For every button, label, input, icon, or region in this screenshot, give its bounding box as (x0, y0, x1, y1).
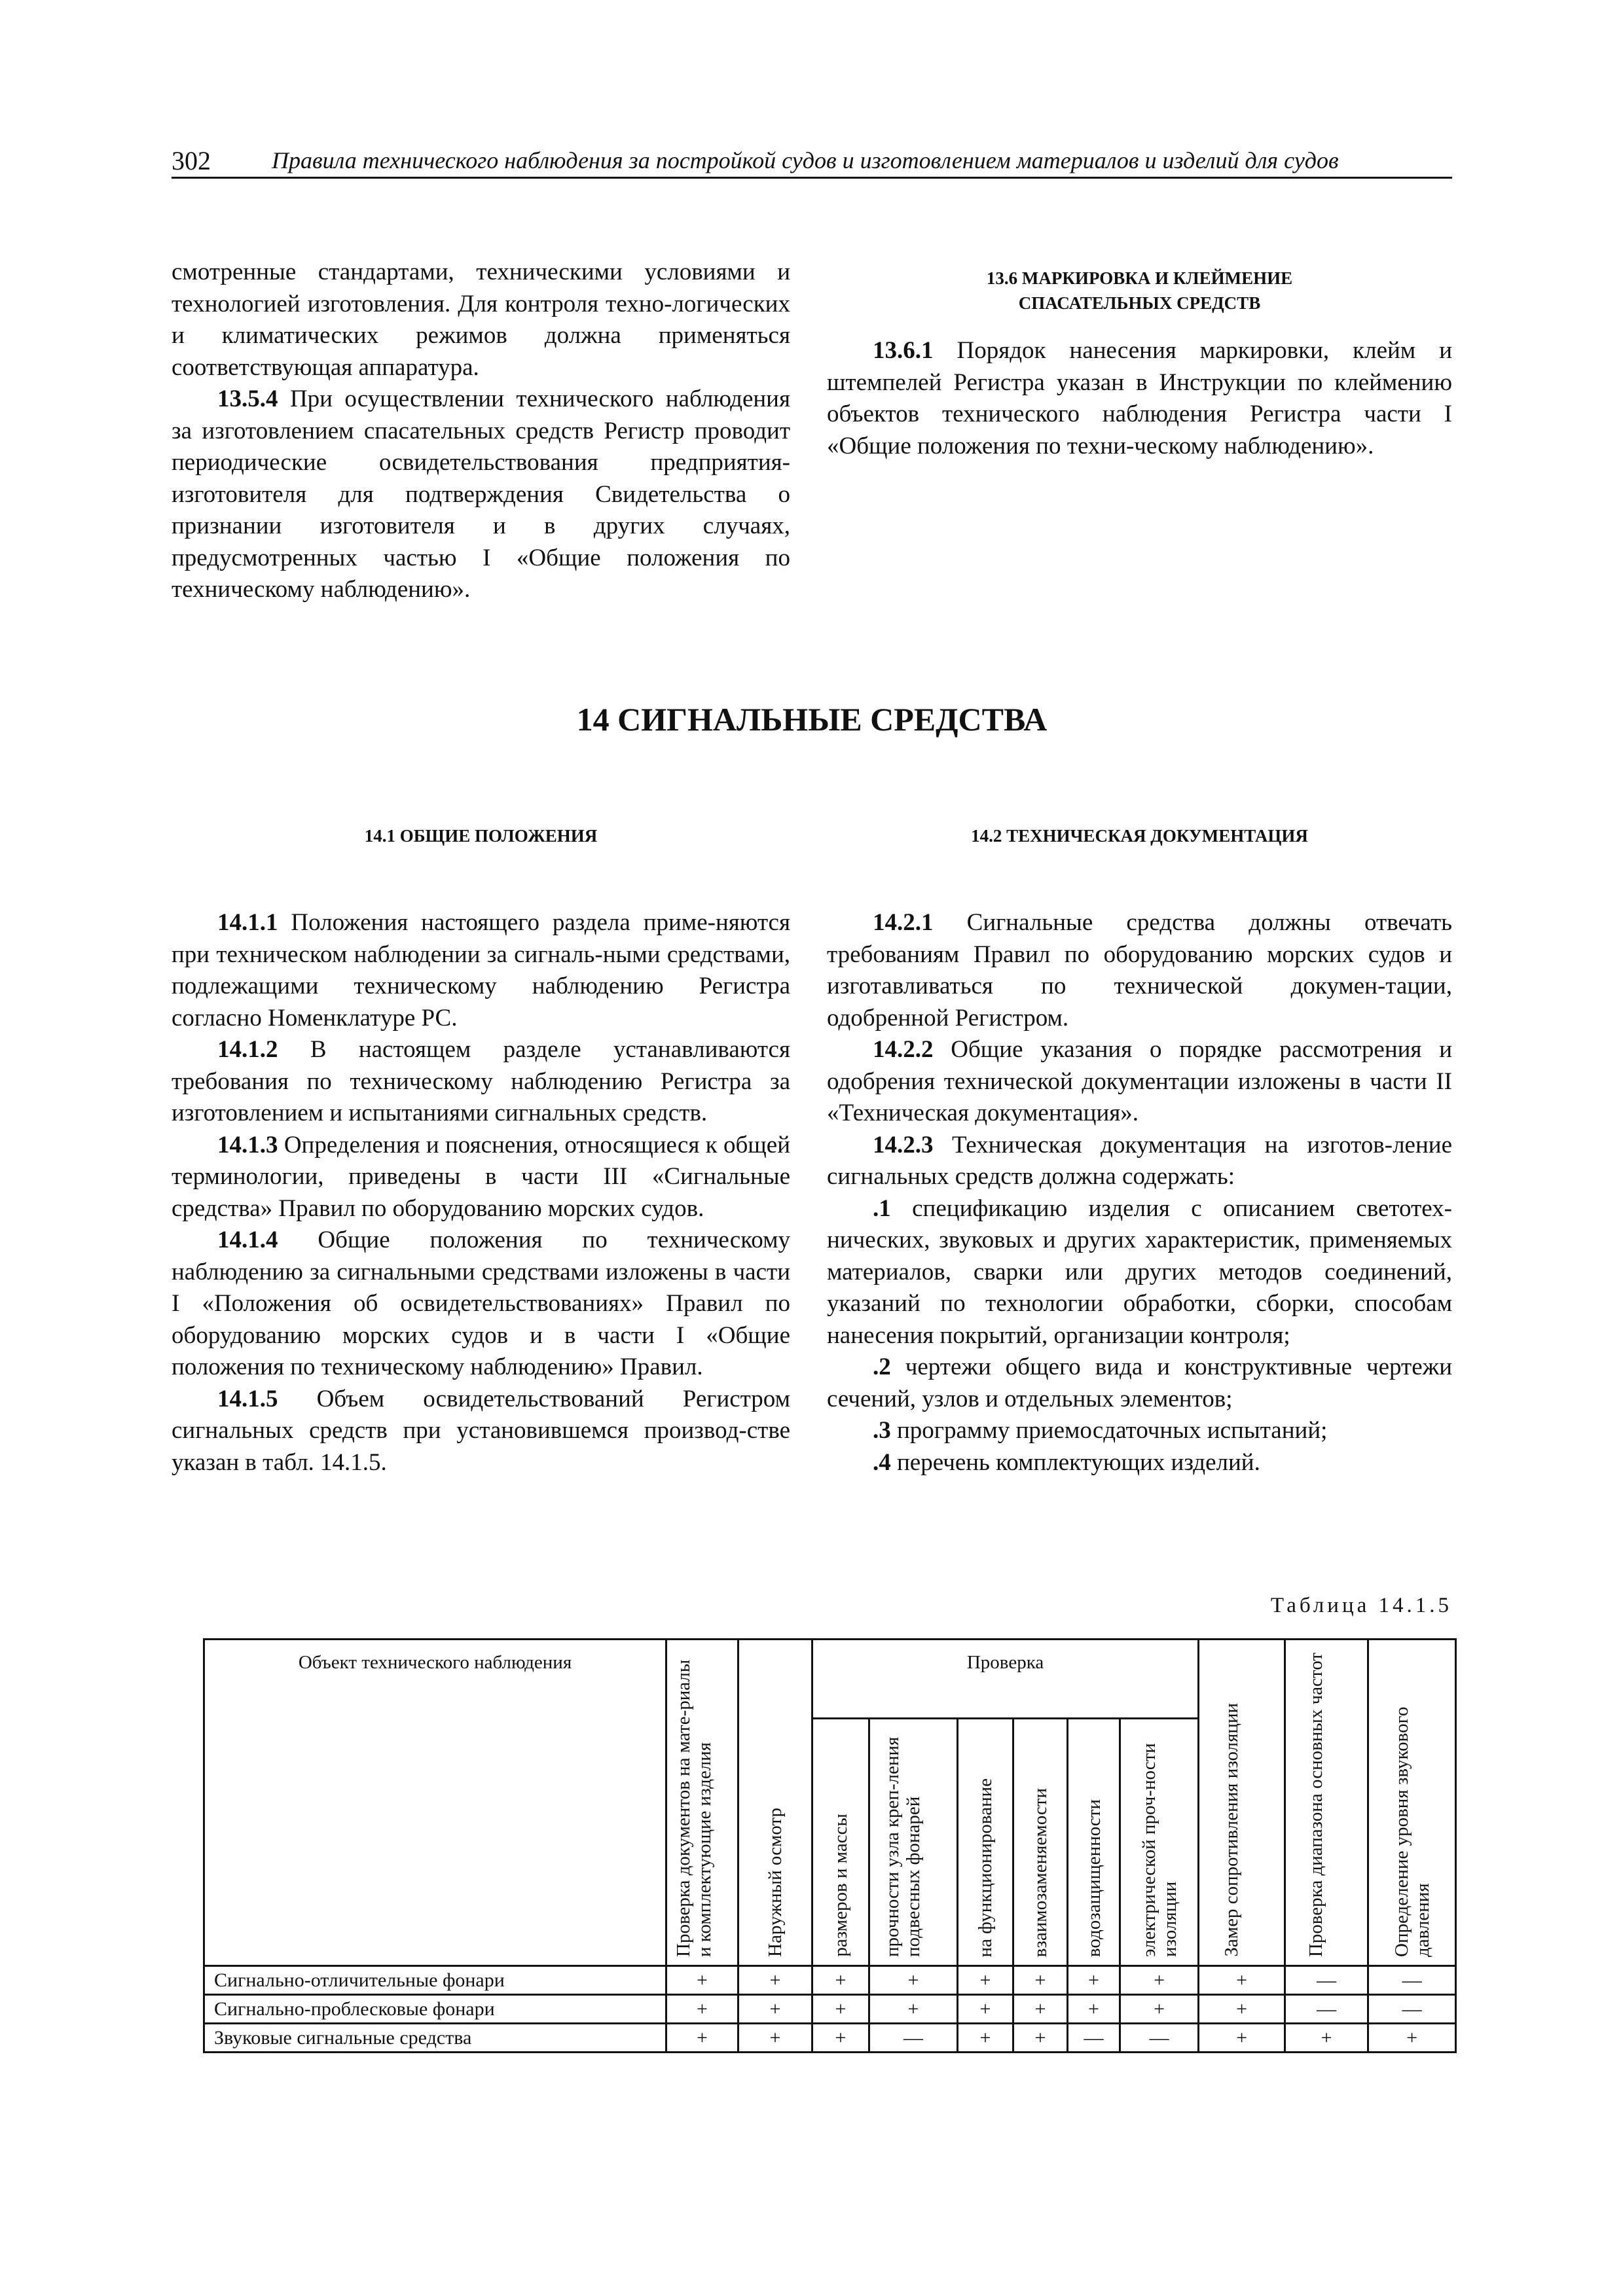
table-cell: + (958, 2024, 1013, 2053)
column-header (958, 1719, 1013, 1966)
table-cell: — (1368, 1995, 1456, 2024)
item-text: спецификацию изделия с описанием светотех-нических, звуковых и других характеристик, применяемых материалов, сварки или других методов соединений, указаний по технологии обработки, сборки, способам нанесения покрытий, организации контроля; (827, 1194, 1452, 1349)
item-text: программу приемосдаточных испытаний; (890, 1417, 1328, 1444)
table-cell: + (739, 2024, 812, 2053)
clause-text: Общие указания о порядке рассмотрения и одобрения технической документации изложены в части II «Техническая документация». (827, 1036, 1452, 1126)
paragraph-14-2-1 (827, 907, 1452, 1034)
table-cell: + (958, 1995, 1013, 2024)
item-number: .3 (873, 1417, 891, 1444)
paragraph-13-5-4 (172, 384, 790, 606)
section-heading-14-1: 14.1 ОБЩИЕ ПОЛОЖЕНИЯ (364, 826, 598, 846)
column-header-text: Определение уровня звукового давления (1391, 1706, 1433, 1957)
clause-number: 14.2.2 (873, 1036, 934, 1063)
chapter-title: 14 СИГНАЛЬНЫЕ СРЕДСТВА (576, 701, 1048, 738)
table-cell: + (1013, 1995, 1068, 2024)
paragraph-13-6-1 (827, 335, 1452, 462)
clause-text: Определения и пояснения, относящиеся к общей терминологии, приведены в части III «Сигнальные средства» Правил по оборудованию морских судов. (172, 1131, 790, 1222)
table-cell: + (1013, 2024, 1068, 2053)
table-cell: + (812, 1966, 869, 1995)
table-row (204, 1995, 1456, 2024)
clause-number: 14.2.1 (873, 909, 934, 936)
table-row (204, 2024, 1456, 2053)
clause-text: Положения настоящего раздела приме-няются при техническом наблюдении за сигналь-ными средствами, подлежащими техническому наблюдению Регистра согласно Номенклатуре РС. (172, 909, 790, 1031)
right-top-column (827, 266, 1452, 462)
column-header (1285, 1640, 1368, 1966)
column-header (812, 1719, 869, 1966)
clause-number: 14.1.5 (217, 1385, 278, 1412)
clause-number: 14.1.2 (217, 1036, 278, 1063)
table-cell: + (739, 1995, 812, 2024)
page-number: 302 (172, 146, 211, 175)
column-header-text: электрической проч-ности изоляции (1138, 1743, 1180, 1957)
table-cell: — (869, 2024, 958, 2053)
table-cell: + (869, 1966, 958, 1995)
list-item-4 (827, 1447, 1452, 1479)
column-header (1013, 1719, 1068, 1966)
clause-text: Объем освидетельствований Регистром сигнальных средств при установившемся производ-стве указан в табл. 14.1.5. (172, 1385, 790, 1476)
item-number: .4 (873, 1448, 891, 1476)
clause-text: При осуществлении технического наблюдения за изготовлением спасательных средств Регистр проводит периодические освидетельствования предприятия-изготовителя для подтверждения Свидетельства о признании изготовителя и в других случаях, предусмотренных частью I «Общие положения по техническому наблюдению». (172, 386, 790, 603)
left-top-column (172, 257, 790, 606)
paragraph-14-2-2 (827, 1034, 1452, 1130)
column-header (869, 1719, 958, 1966)
paragraph-14-1-1 (172, 907, 790, 1034)
column-header-text: взаимозаменяемости (1030, 1787, 1051, 1957)
table-cell: + (1368, 2024, 1456, 2053)
table-cell: + (1199, 1995, 1285, 2024)
item-number: .2 (873, 1354, 891, 1380)
column-header (1199, 1640, 1285, 1966)
clause-number: 13.5.4 (217, 386, 278, 412)
column-header-text: Замер сопротивления изоляции (1220, 1703, 1242, 1957)
column-header (666, 1640, 739, 1966)
column-header (1120, 1719, 1199, 1966)
table-cell: + (1068, 1966, 1120, 1995)
paragraph: смотренные стандартами, техническими условиями и технологией изготовления. Для контроля техно-логических и климатических режимов должна применяться соответствующая аппаратура. (172, 259, 790, 381)
clause-text: Общие положения по техническому наблюдению за сигнальными средствами изложены в части I «Положения об освидетельствованиях» Правил по оборудованию морских судов и в части I «Общие положения по техническому наблюдению» Правил. (172, 1227, 790, 1380)
table-cell: + (1068, 1995, 1120, 2024)
row-object: Сигнально-проблесковые фонари (204, 1995, 666, 2024)
section-heading-14-2: 14.2 ТЕХНИЧЕСКАЯ ДОКУМЕНТАЦИЯ (971, 826, 1308, 846)
column-header (1068, 1719, 1120, 1966)
table-cell: + (1285, 2024, 1368, 2053)
paragraph-14-1-3 (172, 1130, 790, 1225)
table-cell: + (812, 2024, 869, 2053)
paragraph-14-2-3 (827, 1130, 1452, 1193)
paragraph-14-1-4 (172, 1225, 790, 1384)
clause-text: В настоящем разделе устанавливаются требования по техническому наблюдению Регистра за изготовлением и испытаниями сигнальных средств. (172, 1036, 790, 1126)
list-item-3 (827, 1415, 1452, 1447)
clause-number: 14.1.1 (217, 909, 278, 936)
table-cell: + (869, 1995, 958, 2024)
table-cell: + (739, 1966, 812, 1995)
row-object: Звуковые сигнальные средства (204, 2024, 666, 2053)
table-cell: + (1120, 1995, 1199, 2024)
clause-number: 14.1.3 (217, 1131, 278, 1158)
row-object: Сигнально-отличительные фонари (204, 1966, 666, 1995)
table-caption: Таблица 14.1.5 (1270, 1594, 1452, 1617)
table-cell: — (1285, 1966, 1368, 1995)
section-14-2-body (827, 907, 1452, 1479)
column-header-text: водозащищенности (1083, 1799, 1104, 1957)
clause-text: Техническая документация на изготов-ление сигнальных средств должна содержать: (827, 1131, 1452, 1190)
item-text: перечень комплектующих изделий. (890, 1448, 1260, 1476)
clause-number: 14.1.4 (217, 1227, 278, 1253)
table-cell: — (1120, 2024, 1199, 2053)
paragraph-14-1-2 (172, 1034, 790, 1130)
table-cell: + (1199, 1966, 1285, 1995)
item-text: чертежи общего вида и конструктивные чертежи сечений, узлов и отдельных элементов; (827, 1354, 1452, 1412)
column-header-text: Проверка документов на мате-риалы и комплектующие изделия (672, 1659, 715, 1957)
column-header-text: Проверка диапазона основных частот (1305, 1652, 1327, 1957)
table-cell: — (1068, 2024, 1120, 2053)
paragraph-14-1-5 (172, 1384, 790, 1479)
group-header: Проверка (812, 1640, 1199, 1719)
column-header (739, 1640, 812, 1966)
table-cell: + (666, 1995, 739, 2024)
item-number: .1 (873, 1194, 891, 1222)
table-cell: + (1199, 2024, 1285, 2053)
column-header-text: прочности узла креп-ления подвесных фонарей (882, 1736, 924, 1957)
column-header-text: размеров и массы (830, 1814, 851, 1957)
table-cell: + (666, 2024, 739, 2053)
clause-text: Сигнальные средства должны отвечать требованиям Правил по оборудованию морских судов и изготавливаться по технической докумен-тации, одобренной Регистром. (827, 909, 1452, 1031)
table-cell: + (812, 1995, 869, 2024)
table-row (204, 1966, 1456, 1995)
list-item-1 (827, 1193, 1452, 1352)
inspection-table (203, 1638, 1457, 2053)
table-cell: — (1368, 1966, 1456, 1995)
column-header-text: на функционирование (975, 1778, 996, 1957)
running-title: Правила технического наблюдения за постройкой судов и изготовлением материалов и изделий для судов (272, 147, 1339, 173)
clause-number: 14.2.3 (873, 1131, 934, 1158)
header-rule (172, 177, 1452, 179)
table-cell: — (1285, 1995, 1368, 2024)
object-column-header: Объект технического наблюдения (204, 1640, 666, 1966)
table-cell: + (666, 1966, 739, 1995)
clause-text: Порядок нанесения маркировки, клейм и штемпелей Регистра указан в Инструкции по клеймению объектов технического наблюдения Регистра части I «Общие положения по техни-ческому наблюдению». (827, 337, 1452, 459)
column-header (1368, 1640, 1456, 1966)
column-header-text: Наружный осмотр (765, 1808, 786, 1957)
section-14-1-body (172, 907, 790, 1479)
list-item-2 (827, 1352, 1452, 1415)
table-cell: + (1120, 1966, 1199, 1995)
table-cell: + (958, 1966, 1013, 1995)
section-heading-13-6: 13.6 МАРКИРОВКА И КЛЕЙМЕНИЕ СПАСАТЕЛЬНЫХ СРЕДСТВ (986, 268, 1293, 313)
clause-number: 13.6.1 (873, 337, 934, 364)
table-cell: + (1013, 1966, 1068, 1995)
